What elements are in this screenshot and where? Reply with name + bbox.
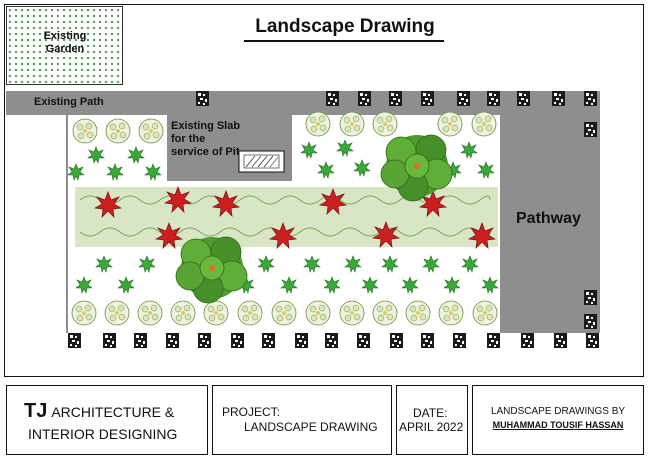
pathway-label: Pathway — [516, 210, 581, 227]
company-line2: INTERIOR DESIGNING — [28, 426, 178, 442]
company-prefix: TJ — [24, 400, 48, 422]
existing-slab-label: Existing Slab for the service of Pit — [171, 120, 241, 158]
drawings-by-label: LANDSCAPE DRAWINGS BY — [490, 406, 626, 417]
project-label: PROJECT: — [222, 405, 281, 419]
drawing-title: Landscape Drawing — [255, 16, 435, 37]
existing-garden-label: Existing Garden — [43, 30, 87, 55]
designer-name: MUHAMMAD TOUSIF HASSAN — [492, 420, 624, 430]
date-label: DATE: — [413, 406, 448, 420]
title-underline — [244, 40, 444, 42]
date-value: APRIL 2022 — [399, 420, 464, 434]
company-line1-text: ARCHITECTURE & — [51, 404, 175, 420]
project-name: LANDSCAPE DRAWING — [244, 420, 378, 434]
company-line1 — [24, 400, 174, 423]
existing-path-label: Existing Path — [34, 96, 104, 108]
